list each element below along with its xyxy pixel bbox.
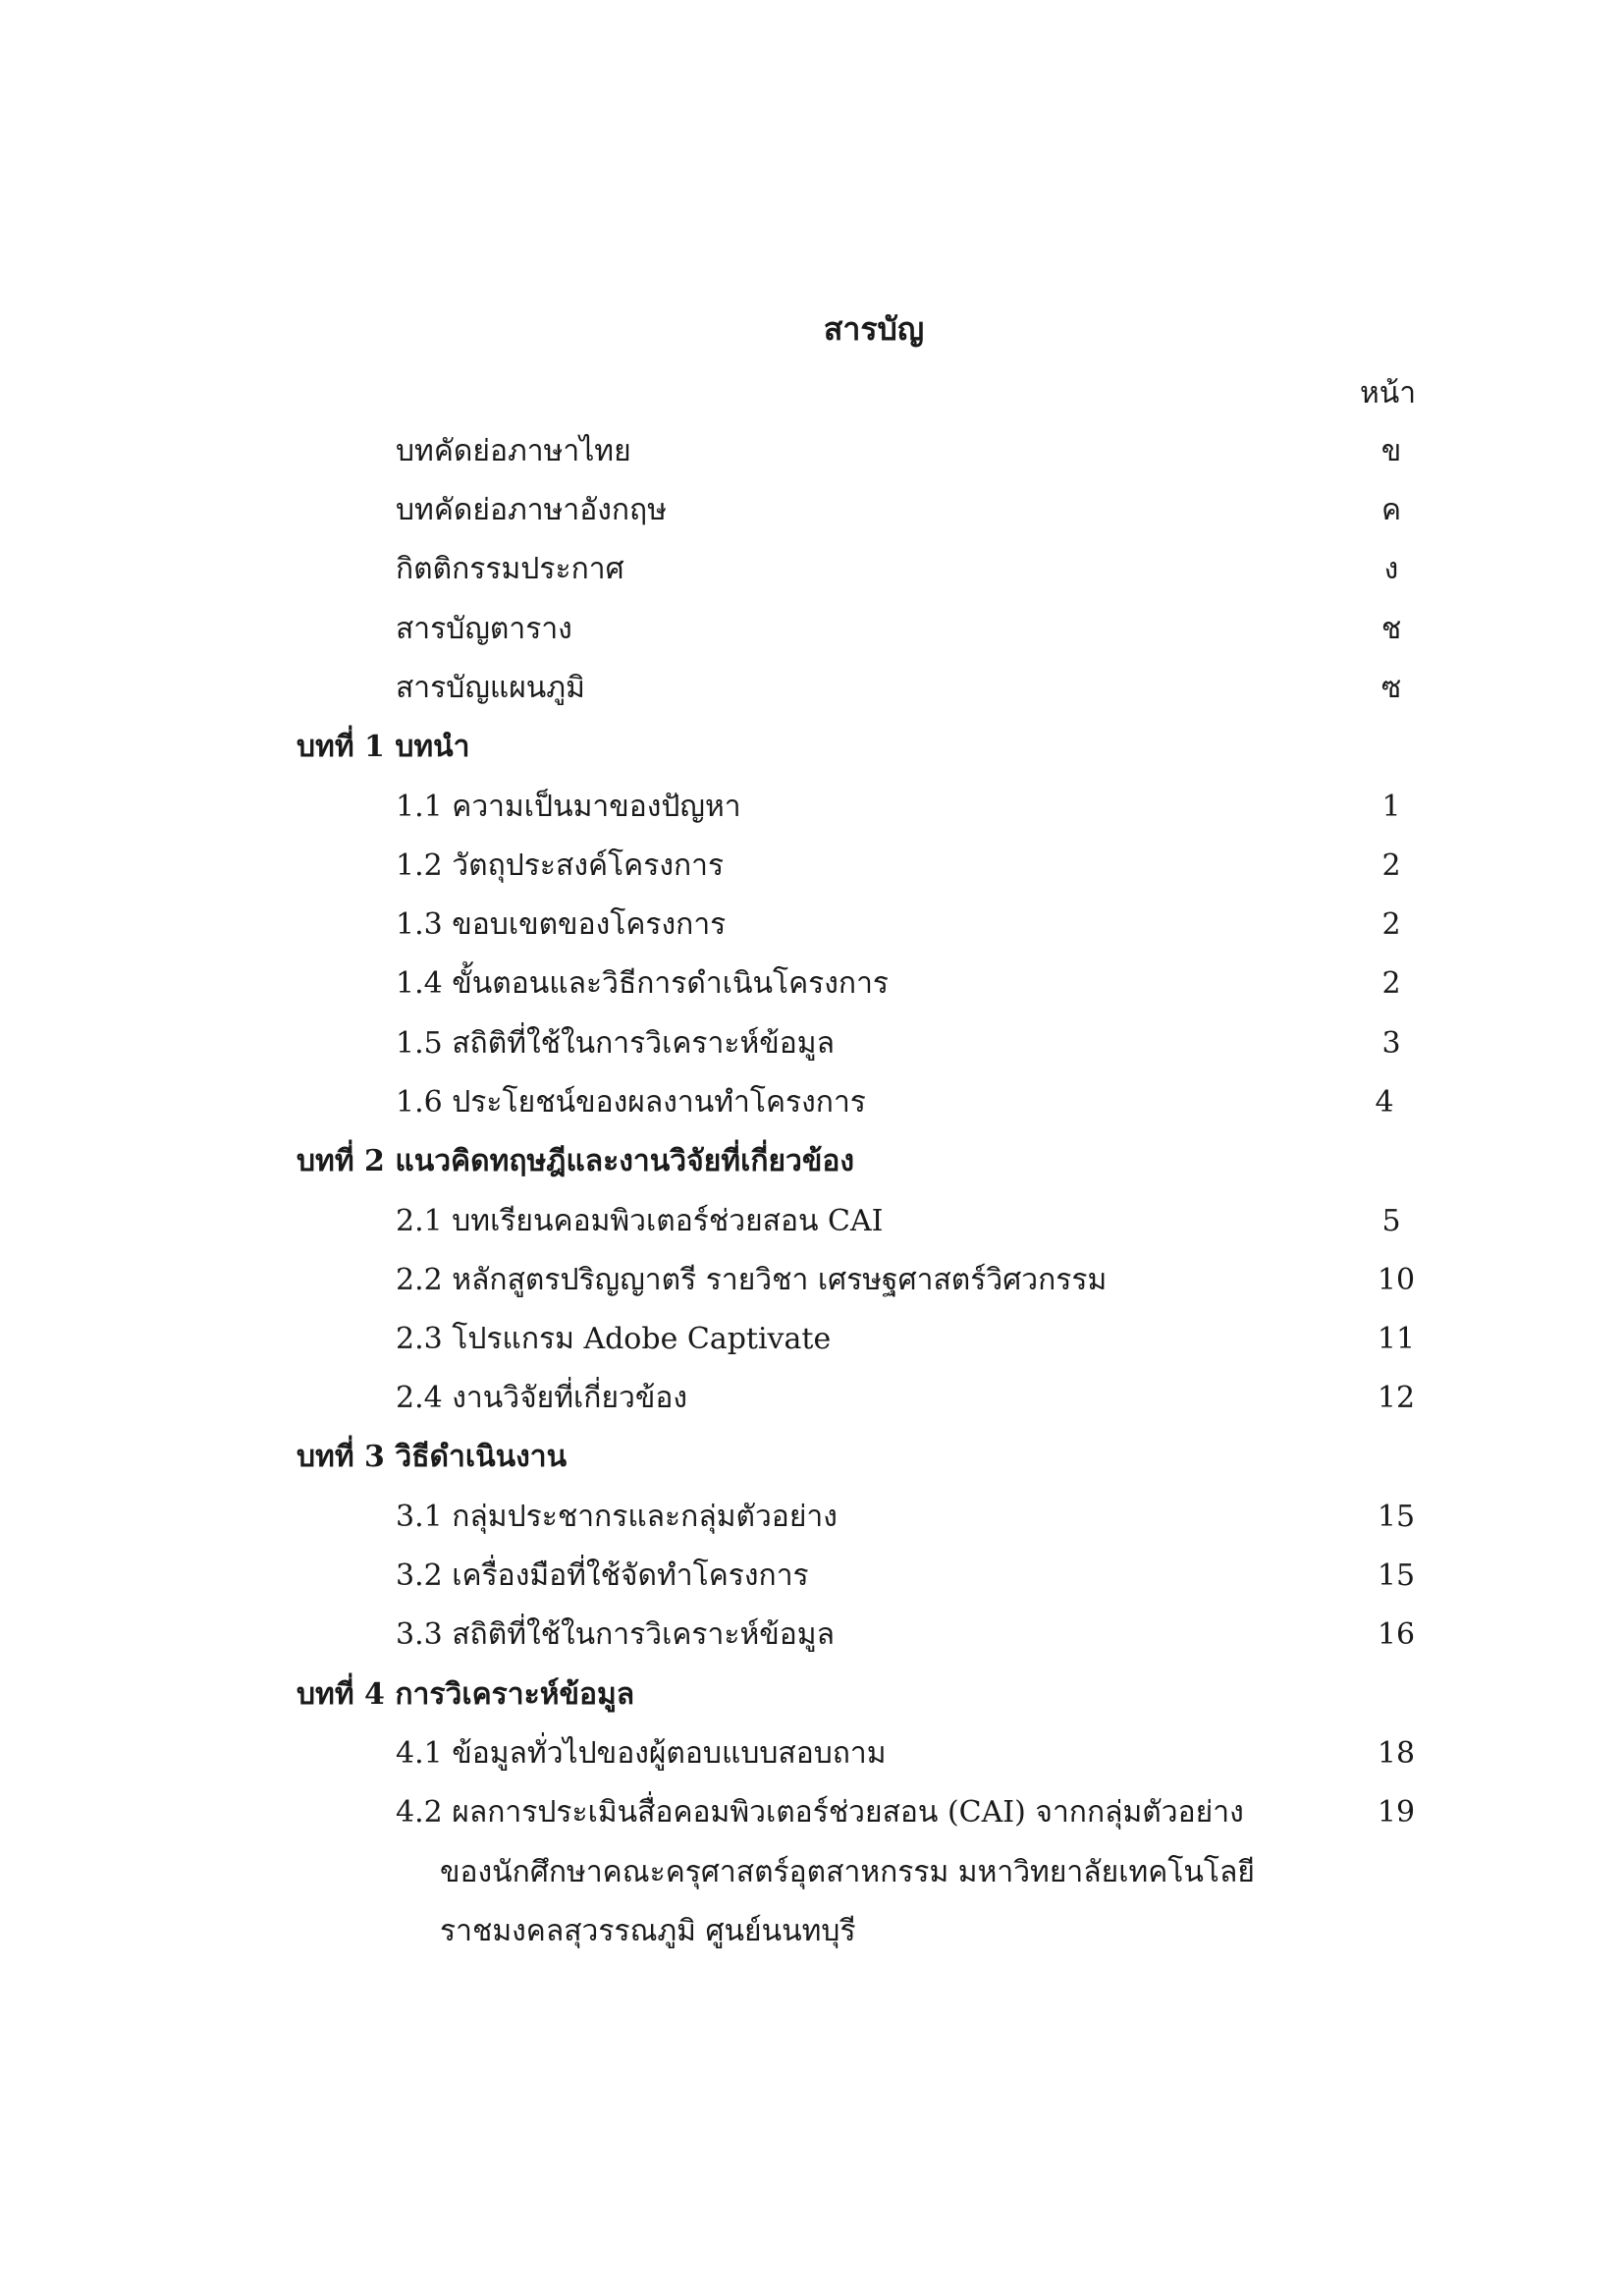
toc-section-label: 1.2 วัตถุประสงค์โครงการ <box>396 848 725 883</box>
toc-section-page: 11 <box>1377 1322 1416 1356</box>
toc-section-label: 3.2 เครื่องมือที่ใช้จัดทำโครงการ <box>396 1558 809 1593</box>
toc-section-page: 12 <box>1377 1381 1416 1415</box>
toc-section-page: 16 <box>1377 1617 1416 1652</box>
toc-chapter-heading: บทที่ 2 แนวคิดทฤษฎีและงานวิจัยที่เกี่ยวข้อง <box>297 1144 855 1178</box>
toc-section-page: 5 <box>1381 1204 1401 1238</box>
toc-section-label: 3.3 สถิติที่ใช้ในการวิเคราะห์ข้อมูล <box>396 1617 835 1652</box>
toc-front-page: ข <box>1380 434 1402 468</box>
toc-section-label: 2.1 บทเรียนคอมพิวเตอร์ช่วยสอน CAI <box>396 1204 884 1238</box>
toc-section-page: 19 <box>1377 1795 1416 1830</box>
page-title: สารบัญ <box>823 310 925 348</box>
toc-front-page: ง <box>1383 552 1399 586</box>
toc-front-label: บทคัดย่อภาษาไทย <box>396 434 631 468</box>
toc-section-page: 1 <box>1381 790 1401 824</box>
toc-front-page: ค <box>1380 493 1402 527</box>
toc-section-continuation: ราชมงคลสุวรรณภูมิ ศูนย์นนทบุรี <box>440 1914 856 1948</box>
toc-chapter-heading: บทที่ 3 วิธีดำเนินงาน <box>297 1440 568 1474</box>
toc-section-page: 4 <box>1375 1085 1394 1120</box>
toc-chapter-heading: บทที่ 4 การวิเคราะห์ข้อมูล <box>297 1677 635 1712</box>
toc-section-label: 2.2 หลักสูตรปริญญาตรี รายวิชา เศรษฐศาสตร์วิศวกรรม <box>396 1263 1108 1297</box>
toc-front-page: ซ <box>1380 671 1402 705</box>
toc-front-page: ช <box>1380 612 1402 646</box>
page-column-header: หน้า <box>1360 376 1417 410</box>
toc-section-page: 10 <box>1377 1263 1416 1297</box>
toc-section-page: 18 <box>1377 1736 1416 1771</box>
toc-front-label: บทคัดย่อภาษาอังกฤษ <box>396 493 667 527</box>
toc-section-label: 1.4 ขั้นตอนและวิธีการดำเนินโครงการ <box>396 966 890 1001</box>
toc-section-page: 15 <box>1377 1558 1416 1593</box>
toc-section-page: 2 <box>1381 848 1401 883</box>
toc-chapter-heading: บทที่ 1 บทนำ <box>297 730 470 764</box>
toc-section-page: 15 <box>1377 1500 1416 1534</box>
toc-section-label: 4.1 ข้อมูลทั่วไปของผู้ตอบแบบสอบถาม <box>396 1736 887 1771</box>
toc-section-label: 1.3 ขอบเขตของโครงการ <box>396 907 727 942</box>
toc-section-label: 3.1 กลุ่มประชากรและกลุ่มตัวอย่าง <box>396 1500 838 1534</box>
toc-section-continuation: ของนักศึกษาคณะครุศาสตร์อุตสาหกรรม มหาวิทยาลัยเทคโนโลยี <box>440 1855 1255 1889</box>
toc-section-label: 1.6 ประโยชน์ของผลงานทำโครงการ <box>396 1085 866 1120</box>
toc-section-label: 2.4 งานวิจัยที่เกี่ยวข้อง <box>396 1381 688 1415</box>
toc-section-label: 1.5 สถิติที่ใช้ในการวิเคราะห์ข้อมูล <box>396 1026 835 1061</box>
toc-front-label: สารบัญแผนภูมิ <box>396 671 585 705</box>
toc-front-label: สารบัญตาราง <box>396 612 572 646</box>
toc-section-page: 2 <box>1381 966 1401 1001</box>
toc-section-label: 2.3 โปรแกรม Adobe Captivate <box>396 1322 832 1356</box>
toc-section-page: 3 <box>1381 1026 1401 1061</box>
toc-section-label: 1.1 ความเป็นมาของปัญหา <box>396 790 741 824</box>
toc-front-label: กิตติกรรมประกาศ <box>396 552 624 586</box>
toc-section-label: 4.2 ผลการประเมินสื่อคอมพิวเตอร์ช่วยสอน (CAI) จากกลุ่มตัวอย่าง <box>396 1795 1244 1830</box>
toc-section-page: 2 <box>1381 907 1401 942</box>
